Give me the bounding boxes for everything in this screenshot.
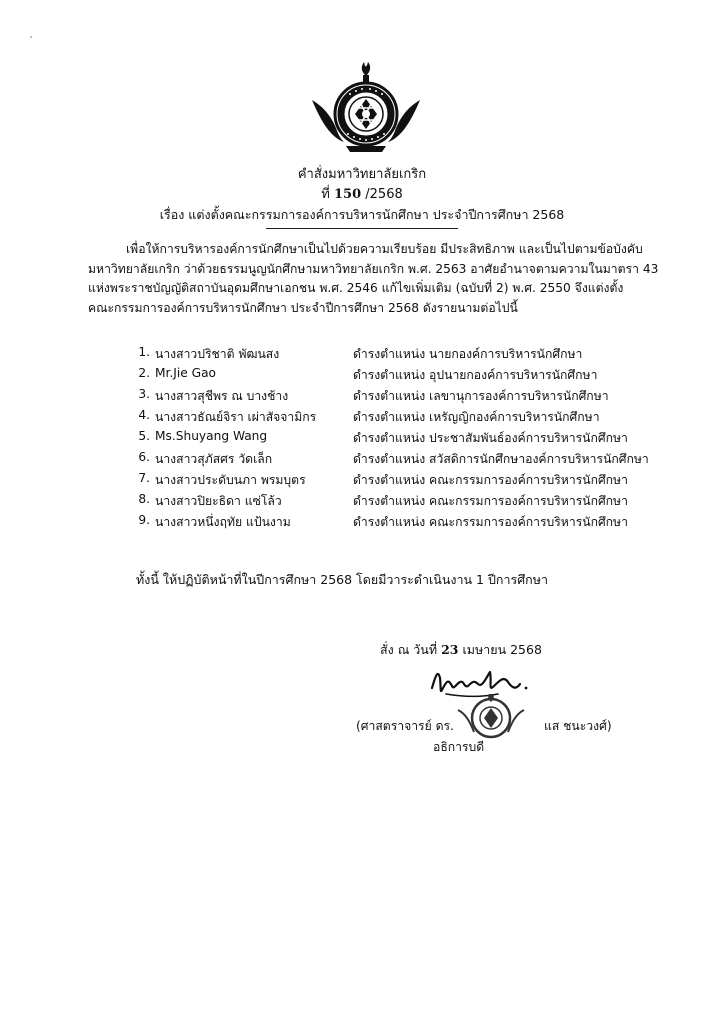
- appointee-name: นางสาวประดับนภา พรมบุตร: [155, 473, 306, 487]
- scan-speck: [30, 36, 32, 38]
- appointee-name: Mr.Jie Gao: [155, 366, 217, 380]
- order-number-line: [0, 183, 724, 204]
- paragraph-line: คณะกรรมการองค์การบริหารนักศึกษา ประจำปีการศึกษา 2568 ดังรายนามต่อไปนี้: [88, 300, 518, 315]
- appointee-number: 5.: [138, 429, 150, 443]
- order-title: คำสั่งมหาวิทยาลัยเกริก: [297, 167, 427, 182]
- signatory-name-open: (ศาสตราจารย์ ดร.: [356, 719, 454, 733]
- appointee-number: 2.: [138, 366, 150, 380]
- appointee-name: นางสาวหนึ่งฤทัย แป้นงาม: [155, 515, 291, 529]
- appointee-position: ดำรงตำแหน่ง สวัสดิการนักศึกษาองค์การบริหารนักศึกษา: [353, 452, 649, 466]
- paragraph-line: เพื่อให้การบริหารองค์การนักศึกษาเป็นไปด้วยความเรียบร้อย มีประสิทธิภาพ และเป็นไปตามข้อบังคับ: [126, 242, 643, 256]
- paragraph-line: แห่งพระราชบัญญัติสถาบันอุดมศึกษาเอกชน พ.ศ. 2546 แก้ไขเพิ่มเติม (ฉบับที่ 2) พ.ศ. 2550 จึงแต่งตั้ง: [88, 281, 624, 295]
- appointee-position: ดำรงตำแหน่ง คณะกรรมการองค์การบริหารนักศึกษา: [353, 515, 628, 529]
- appointee-number: 3.: [138, 387, 150, 401]
- order-number-prefix: ที่: [321, 187, 330, 202]
- order-year: /2568: [365, 187, 403, 202]
- order-day: 23: [441, 642, 459, 657]
- appointee-number: 8.: [138, 492, 150, 506]
- signatory-name-close: แส ชนะวงศ์): [543, 719, 612, 733]
- appointee-number: 7.: [138, 471, 150, 485]
- body-paragraph: [88, 240, 659, 318]
- appointee-position: ดำรงตำแหน่ง นายกองค์การบริหารนักศึกษา: [353, 347, 583, 361]
- signatory-name: [356, 717, 612, 736]
- appointee-name: นางสาวสุชีพร ณ บางช้าง: [155, 389, 289, 403]
- order-date-line: [380, 640, 542, 660]
- university-emblem-icon: [306, 58, 426, 158]
- appointee-position: ดำรงตำแหน่ง ประชาสัมพันธ์องค์การบริหารนักศึกษา: [353, 431, 628, 445]
- appointee-number: 4.: [138, 408, 150, 422]
- appointee-position: ดำรงตำแหน่ง เลขานุการองค์การบริหารนักศึกษา: [353, 389, 609, 403]
- header-divider: [266, 228, 458, 229]
- appointee-name: นางสาวสุภัสศร วัดเล็ก: [155, 452, 273, 466]
- appointee-number: 1.: [138, 345, 150, 359]
- appointee-name: นางสาวปิยะธิดา แซ่โล้ว: [155, 494, 282, 508]
- appointee-name: นางสาวปริชาติ พัฒนสง: [155, 347, 280, 361]
- order-subject: เรื่อง แต่งตั้งคณะกรรมการองค์การบริหารนักศึกษา ประจำปีการศึกษา 2568: [159, 207, 565, 222]
- appointee-position: ดำรงตำแหน่ง เหรัญญิกองค์การบริหารนักศึกษา: [353, 410, 600, 424]
- appointee-position: ดำรงตำแหน่ง คณะกรรมการองค์การบริหารนักศึกษา: [353, 494, 628, 508]
- appointee-position: ดำรงตำแหน่ง อุปนายกองค์การบริหารนักศึกษา: [353, 368, 598, 382]
- order-month-year: เมษายน 2568: [462, 642, 542, 657]
- appointee-number: 6.: [138, 450, 150, 464]
- order-date-prefix: สั่ง ณ วันที่: [380, 642, 438, 657]
- appointee-position: ดำรงตำแหน่ง คณะกรรมการองค์การบริหารนักศึกษา: [353, 473, 628, 487]
- paragraph-line: มหาวิทยาลัยเกริก ว่าด้วยธรรมนูญนักศึกษามหาวิทยาลัยเกริก พ.ศ. 2563 อาศัยอำนาจตามความในมาตรา 43: [88, 261, 659, 276]
- appointee-name: Ms.Shuyang Wang: [155, 429, 268, 443]
- appointee-name: นางสาวธัณย์จิรา เผ่าสัจจามิกร: [155, 410, 317, 424]
- signatory-title: อธิการบดี: [433, 740, 485, 754]
- order-number: 150: [333, 187, 362, 202]
- closing-statement: ทั้งนี้ ให้ปฏิบัติหน้าที่ในปีการศึกษา 2568 โดยมีวาระดำเนินงาน 1 ปีการศึกษา: [136, 572, 548, 587]
- appointee-number: 9.: [138, 513, 150, 527]
